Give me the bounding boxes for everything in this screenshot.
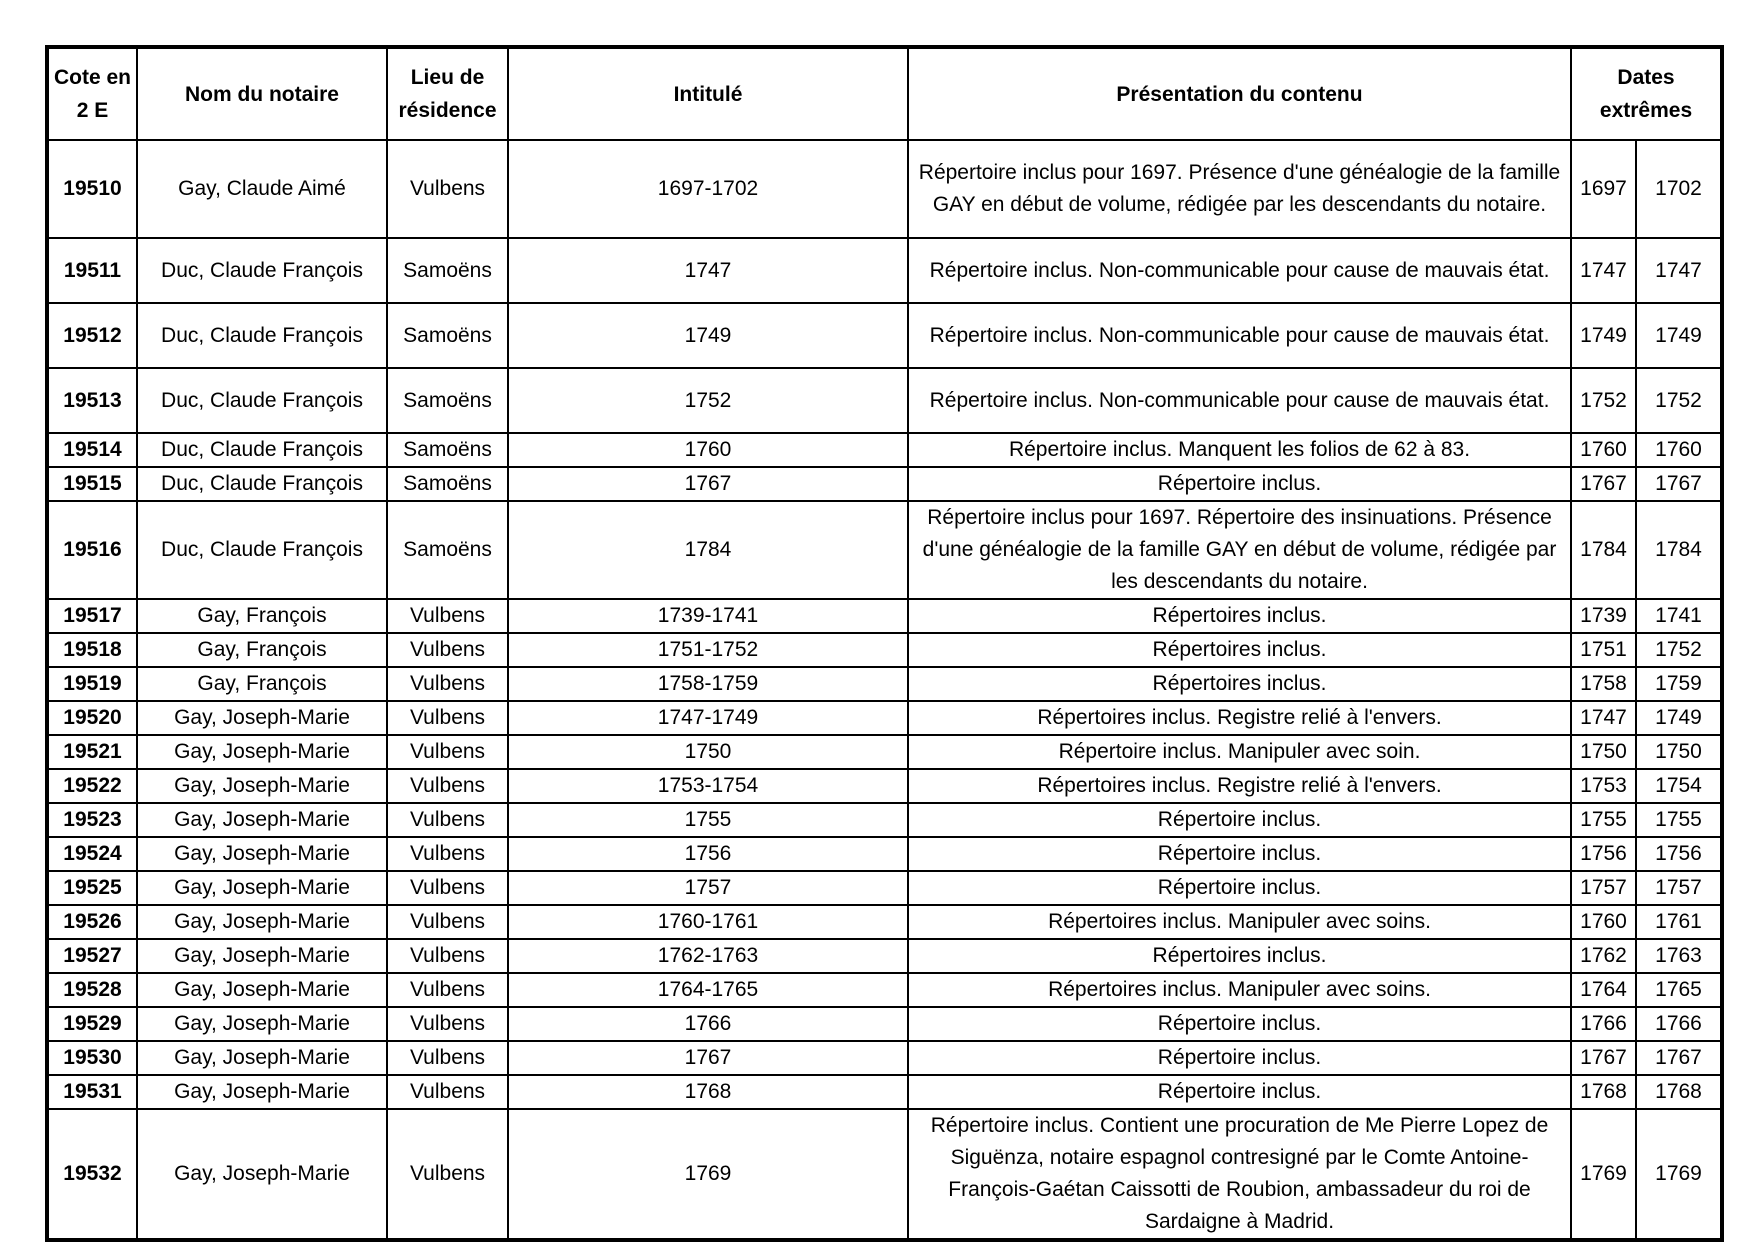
lieu-cell: Vulbens — [387, 735, 508, 769]
presentation-cell: Répertoires inclus. — [908, 633, 1571, 667]
cote-cell: 19523 — [47, 803, 137, 837]
intitule-cell: 1753-1754 — [508, 769, 908, 803]
date-debut-cell: 1751 — [1571, 633, 1636, 667]
cote-cell: 19521 — [47, 735, 137, 769]
date-fin-cell: 1769 — [1636, 1109, 1722, 1240]
date-debut-cell: 1760 — [1571, 905, 1636, 939]
presentation-cell: Répertoire inclus. — [908, 803, 1571, 837]
table-row — [47, 701, 1722, 735]
lieu-cell: Vulbens — [387, 769, 508, 803]
presentation-cell: Répertoire inclus. Non-communicable pour cause de mauvais état. — [908, 238, 1571, 303]
cote-cell: 19511 — [47, 238, 137, 303]
presentation-cell: Répertoires inclus. — [908, 939, 1571, 973]
table-row — [47, 140, 1722, 238]
date-debut-cell: 1749 — [1571, 303, 1636, 368]
notaire-cell: Gay, Joseph-Marie — [137, 1109, 387, 1240]
date-fin-cell: 1747 — [1636, 238, 1722, 303]
cote-cell: 19527 — [47, 939, 137, 973]
date-debut-cell: 1753 — [1571, 769, 1636, 803]
cote-cell: 19526 — [47, 905, 137, 939]
presentation-cell: Répertoire inclus. Contient une procuration de Me Pierre Lopez de Siguënza, notaire espagnol contresigné par le Comte Antoine-François-Gaétan Caissotti de Roubion, ambassadeur du roi de Sardaigne à Madrid. — [908, 1109, 1571, 1240]
intitule-cell: 1766 — [508, 1007, 908, 1041]
table-row — [47, 238, 1722, 303]
date-fin-cell: 1749 — [1636, 303, 1722, 368]
date-fin-cell: 1752 — [1636, 368, 1722, 433]
notaire-cell: Gay, Joseph-Marie — [137, 701, 387, 735]
intitule-cell: 1769 — [508, 1109, 908, 1240]
presentation-cell: Répertoire inclus. — [908, 1007, 1571, 1041]
date-fin-cell: 1754 — [1636, 769, 1722, 803]
table-row — [47, 803, 1722, 837]
lieu-cell: Samoëns — [387, 501, 508, 599]
date-fin-cell: 1757 — [1636, 871, 1722, 905]
presentation-cell: Répertoires inclus. Manipuler avec soins. — [908, 973, 1571, 1007]
date-fin-cell: 1760 — [1636, 433, 1722, 467]
lieu-cell: Vulbens — [387, 905, 508, 939]
date-debut-cell: 1756 — [1571, 837, 1636, 871]
cote-cell: 19510 — [47, 140, 137, 238]
intitule-cell: 1756 — [508, 837, 908, 871]
date-debut-cell: 1758 — [1571, 667, 1636, 701]
notaire-cell: Gay, Joseph-Marie — [137, 905, 387, 939]
table-row — [47, 303, 1722, 368]
presentation-cell: Répertoires inclus. — [908, 667, 1571, 701]
notaire-cell: Gay, François — [137, 599, 387, 633]
table-row — [47, 433, 1722, 467]
intitule-cell: 1767 — [508, 1041, 908, 1075]
table-row — [47, 769, 1722, 803]
intitule-cell: 1760 — [508, 433, 908, 467]
date-fin-cell: 1766 — [1636, 1007, 1722, 1041]
date-fin-cell: 1784 — [1636, 501, 1722, 599]
intitule-cell: 1697-1702 — [508, 140, 908, 238]
header-dates-extremes: Dates extrêmes — [1571, 47, 1722, 140]
date-fin-cell: 1761 — [1636, 905, 1722, 939]
table-row — [47, 667, 1722, 701]
cote-cell: 19529 — [47, 1007, 137, 1041]
notaire-cell: Gay, Joseph-Marie — [137, 837, 387, 871]
date-debut-cell: 1784 — [1571, 501, 1636, 599]
lieu-cell: Vulbens — [387, 803, 508, 837]
table-row — [47, 501, 1722, 599]
intitule-cell: 1760-1761 — [508, 905, 908, 939]
date-debut-cell: 1764 — [1571, 973, 1636, 1007]
intitule-cell: 1751-1752 — [508, 633, 908, 667]
notaire-cell: Gay, François — [137, 633, 387, 667]
cote-cell: 19525 — [47, 871, 137, 905]
table-row — [47, 1109, 1722, 1240]
cote-cell: 19517 — [47, 599, 137, 633]
presentation-cell: Répertoire inclus. — [908, 467, 1571, 501]
date-fin-cell: 1702 — [1636, 140, 1722, 238]
presentation-cell: Répertoire inclus. Non-communicable pour cause de mauvais état. — [908, 303, 1571, 368]
lieu-cell: Samoëns — [387, 303, 508, 368]
notaire-cell: Gay, Joseph-Marie — [137, 939, 387, 973]
presentation-cell: Répertoire inclus. Manquent les folios de 62 à 83. — [908, 433, 1571, 467]
presentation-cell: Répertoires inclus. Registre relié à l'envers. — [908, 769, 1571, 803]
notaire-cell: Gay, Joseph-Marie — [137, 1075, 387, 1109]
intitule-cell: 1784 — [508, 501, 908, 599]
presentation-cell: Répertoire inclus. — [908, 1041, 1571, 1075]
notaire-cell: Duc, Claude François — [137, 501, 387, 599]
date-debut-cell: 1760 — [1571, 433, 1636, 467]
date-debut-cell: 1757 — [1571, 871, 1636, 905]
table-row — [47, 1075, 1722, 1109]
table-row — [47, 1041, 1722, 1075]
date-debut-cell: 1767 — [1571, 1041, 1636, 1075]
date-fin-cell: 1767 — [1636, 467, 1722, 501]
cote-cell: 19522 — [47, 769, 137, 803]
lieu-cell: Samoëns — [387, 238, 508, 303]
table-row — [47, 939, 1722, 973]
notaire-cell: Duc, Claude François — [137, 368, 387, 433]
date-fin-cell: 1763 — [1636, 939, 1722, 973]
date-fin-cell: 1756 — [1636, 837, 1722, 871]
lieu-cell: Vulbens — [387, 837, 508, 871]
lieu-cell: Vulbens — [387, 871, 508, 905]
table-row — [47, 973, 1722, 1007]
table-row — [47, 1007, 1722, 1041]
lieu-cell: Vulbens — [387, 1007, 508, 1041]
presentation-cell: Répertoire inclus. — [908, 837, 1571, 871]
date-debut-cell: 1755 — [1571, 803, 1636, 837]
notaire-cell: Gay, Joseph-Marie — [137, 1007, 387, 1041]
table-row — [47, 735, 1722, 769]
header-row — [47, 47, 1722, 140]
intitule-cell: 1767 — [508, 467, 908, 501]
notaire-cell: Duc, Claude François — [137, 238, 387, 303]
notaire-cell: Gay, Claude Aimé — [137, 140, 387, 238]
cote-cell: 19532 — [47, 1109, 137, 1240]
date-debut-cell: 1747 — [1571, 701, 1636, 735]
intitule-cell: 1755 — [508, 803, 908, 837]
intitule-cell: 1757 — [508, 871, 908, 905]
table-row — [47, 837, 1722, 871]
cote-cell: 19520 — [47, 701, 137, 735]
presentation-cell: Répertoires inclus. Registre relié à l'envers. — [908, 701, 1571, 735]
intitule-cell: 1764-1765 — [508, 973, 908, 1007]
header-intitule: Intitulé — [508, 47, 908, 140]
lieu-cell: Vulbens — [387, 140, 508, 238]
table-row — [47, 467, 1722, 501]
intitule-cell: 1768 — [508, 1075, 908, 1109]
date-fin-cell: 1752 — [1636, 633, 1722, 667]
lieu-cell: Vulbens — [387, 667, 508, 701]
intitule-cell: 1739-1741 — [508, 599, 908, 633]
lieu-cell: Samoëns — [387, 368, 508, 433]
lieu-cell: Samoëns — [387, 467, 508, 501]
header-presentation: Présentation du contenu — [908, 47, 1571, 140]
presentation-cell: Répertoire inclus. Non-communicable pour cause de mauvais état. — [908, 368, 1571, 433]
date-fin-cell: 1759 — [1636, 667, 1722, 701]
cote-cell: 19524 — [47, 837, 137, 871]
presentation-cell: Répertoire inclus pour 1697. Répertoire des insinuations. Présence d'une généalogie de la famille GAY en début de volume, rédigée par les descendants du notaire. — [908, 501, 1571, 599]
cote-cell: 19512 — [47, 303, 137, 368]
date-fin-cell: 1767 — [1636, 1041, 1722, 1075]
notaire-cell: Duc, Claude François — [137, 303, 387, 368]
notaire-cell: Gay, Joseph-Marie — [137, 1041, 387, 1075]
intitule-cell: 1750 — [508, 735, 908, 769]
cote-cell: 19515 — [47, 467, 137, 501]
lieu-cell: Vulbens — [387, 1075, 508, 1109]
date-debut-cell: 1769 — [1571, 1109, 1636, 1240]
header-nom-notaire: Nom du notaire — [137, 47, 387, 140]
date-fin-cell: 1749 — [1636, 701, 1722, 735]
date-debut-cell: 1752 — [1571, 368, 1636, 433]
intitule-cell: 1762-1763 — [508, 939, 908, 973]
presentation-cell: Répertoire inclus. Manipuler avec soin. — [908, 735, 1571, 769]
date-fin-cell: 1765 — [1636, 973, 1722, 1007]
cote-cell: 19519 — [47, 667, 137, 701]
notaire-cell: Gay, François — [137, 667, 387, 701]
header-cote: Cote en 2 E — [47, 47, 137, 140]
table-row — [47, 599, 1722, 633]
intitule-cell: 1758-1759 — [508, 667, 908, 701]
cote-cell: 19513 — [47, 368, 137, 433]
lieu-cell: Vulbens — [387, 599, 508, 633]
table-row — [47, 368, 1722, 433]
table-body — [47, 140, 1722, 1240]
cote-cell: 19514 — [47, 433, 137, 467]
cote-cell: 19530 — [47, 1041, 137, 1075]
date-debut-cell: 1747 — [1571, 238, 1636, 303]
date-debut-cell: 1697 — [1571, 140, 1636, 238]
lieu-cell: Samoëns — [387, 433, 508, 467]
lieu-cell: Vulbens — [387, 633, 508, 667]
cote-cell: 19518 — [47, 633, 137, 667]
inventory-sheet — [45, 45, 1720, 1242]
intitule-cell: 1752 — [508, 368, 908, 433]
lieu-cell: Vulbens — [387, 973, 508, 1007]
date-fin-cell: 1750 — [1636, 735, 1722, 769]
presentation-cell: Répertoire inclus. — [908, 871, 1571, 905]
date-debut-cell: 1739 — [1571, 599, 1636, 633]
date-debut-cell: 1766 — [1571, 1007, 1636, 1041]
intitule-cell: 1747 — [508, 238, 908, 303]
date-debut-cell: 1750 — [1571, 735, 1636, 769]
cote-cell: 19531 — [47, 1075, 137, 1109]
presentation-cell: Répertoire inclus. — [908, 1075, 1571, 1109]
notaire-cell: Gay, Joseph-Marie — [137, 871, 387, 905]
intitule-cell: 1749 — [508, 303, 908, 368]
intitule-cell: 1747-1749 — [508, 701, 908, 735]
table-row — [47, 905, 1722, 939]
presentation-cell: Répertoires inclus. Manipuler avec soins. — [908, 905, 1571, 939]
notaire-cell: Gay, Joseph-Marie — [137, 803, 387, 837]
notaire-cell: Duc, Claude François — [137, 433, 387, 467]
date-debut-cell: 1767 — [1571, 467, 1636, 501]
cote-cell: 19528 — [47, 973, 137, 1007]
table-row — [47, 871, 1722, 905]
lieu-cell: Vulbens — [387, 701, 508, 735]
notaire-cell: Gay, Joseph-Marie — [137, 735, 387, 769]
table-row — [47, 633, 1722, 667]
notaire-cell: Gay, Joseph-Marie — [137, 973, 387, 1007]
date-debut-cell: 1768 — [1571, 1075, 1636, 1109]
date-fin-cell: 1768 — [1636, 1075, 1722, 1109]
presentation-cell: Répertoires inclus. — [908, 599, 1571, 633]
presentation-cell: Répertoire inclus pour 1697. Présence d'une généalogie de la famille GAY en début de volume, rédigée par les descendants du notaire. — [908, 140, 1571, 238]
notarial-inventory-table — [45, 45, 1724, 1242]
header-lieu-residence: Lieu de résidence — [387, 47, 508, 140]
notaire-cell: Gay, Joseph-Marie — [137, 769, 387, 803]
date-fin-cell: 1741 — [1636, 599, 1722, 633]
lieu-cell: Vulbens — [387, 939, 508, 973]
lieu-cell: Vulbens — [387, 1041, 508, 1075]
date-debut-cell: 1762 — [1571, 939, 1636, 973]
lieu-cell: Vulbens — [387, 1109, 508, 1240]
date-fin-cell: 1755 — [1636, 803, 1722, 837]
cote-cell: 19516 — [47, 501, 137, 599]
notaire-cell: Duc, Claude François — [137, 467, 387, 501]
